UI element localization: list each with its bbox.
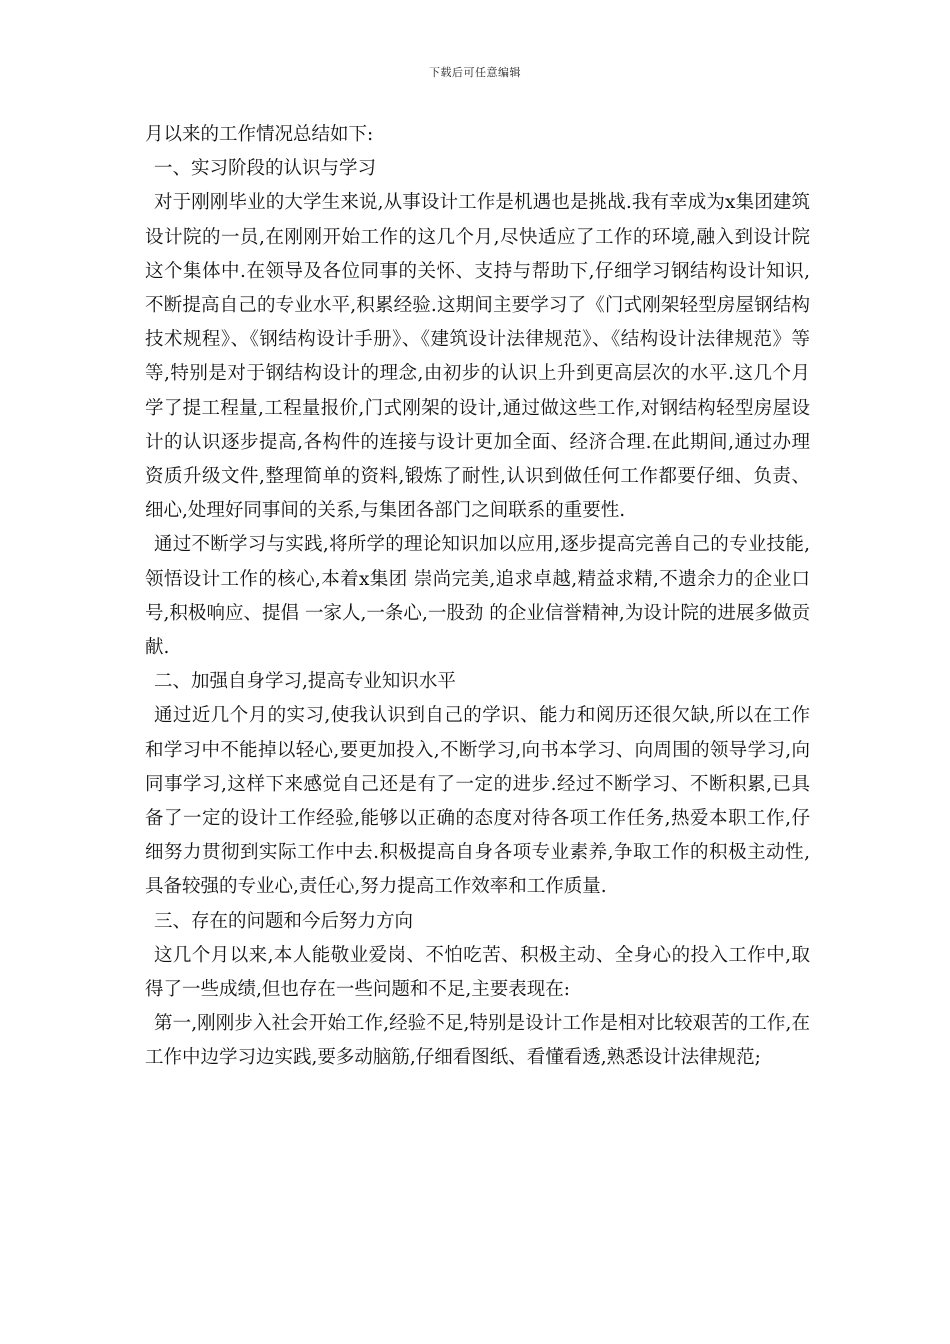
paragraph-body: 这几个月以来,本人能敬业爱岗、不怕吃苦、积极主动、全身心的投入工作中,取得了一些成绩,但也存在一些问题和不足,主要表现在: — [145, 944, 810, 1001]
section-heading-2: 二、加强自身学习,提高专业知识水平 — [154, 671, 456, 693]
paragraph-intro: 月以来的工作情况总结如下: — [145, 124, 374, 145]
document-body — [145, 118, 810, 1076]
section-heading-1: 一、实习阶段的认识与学习 — [154, 158, 377, 180]
paragraph-body: 通过近几个月的实习,使我认识到自己的学识、能力和阅历还很欠缺,所以在工作和学习中不能掉以轻心,要更加投入,不断学习,向书本学习、向周围的领导学习,向同事学习,这样下来感觉自己还是有了一定的进步.经过不断学习、不断积累,已具备了一定的设计工作经验,能够以正确的态度对待各项工作任务,热爱本职工作,仔细努力贯彻到实际工作中去.积极提高自身各项专业素养,争取工作的积极主动性,具备较强的专业心,责任心,努力提高工作效率和工作质量. — [145, 705, 810, 898]
page-header-note: 下载后可任意编辑 — [429, 66, 521, 79]
paragraph-body: 通过不断学习与实践,将所学的理论知识加以应用,逐步提高完善自己的专业技能,领悟设计工作的核心,本着x集团 崇尚完美,追求卓越,精益求精,不遗余力的企业口号,积极响应、提倡 一家人,一条心,一股劲 的企业信誉精神,为设计院的进展多做贡献. — [145, 534, 810, 659]
section-heading-3: 三、存在的问题和今后努力方向 — [154, 910, 414, 932]
paragraph-body: 第一,刚刚步入社会开始工作,经验不足,特别是设计工作是相对比较艰苦的工作,在工作中边学习边实践,要多动脑筋,仔细看图纸、看懂看透,熟悉设计法律规范; — [145, 1013, 810, 1069]
paragraph-body: 对于刚刚毕业的大学生来说,从事设计工作是机遇也是挑战.我有幸成为x集团建筑设计院的一员,在刚刚开始工作的这几个月,尽快适应了工作的环境,融入到设计院这个集体中.在领导及各位同事的关怀、支持与帮助下,仔细学习钢结构设计知识,不断提高自己的专业水平,积累经验.这期间主要学习了《门式刚架轻型房屋钢结构技术规程》、《钢结构设计手册》、《建筑设计法律规范》、《结构设计法律规范》等等,特别是对于钢结构设计的理念,由初步的认识上升到更高层次的水平.这几个月学了提工程量,工程量报价,门式刚架的设计,通过做这些工作,对钢结构轻型房屋设计的认识逐步提高,各构件的连接与设计更加全面、经济合理.在此期间,通过办理资质升级文件,整理简单的资料,锻炼了耐性,认识到做任何工作都要仔细、负责、细心,处理好同事间的关系,与集团各部门之间联系的重要性. — [145, 192, 810, 522]
